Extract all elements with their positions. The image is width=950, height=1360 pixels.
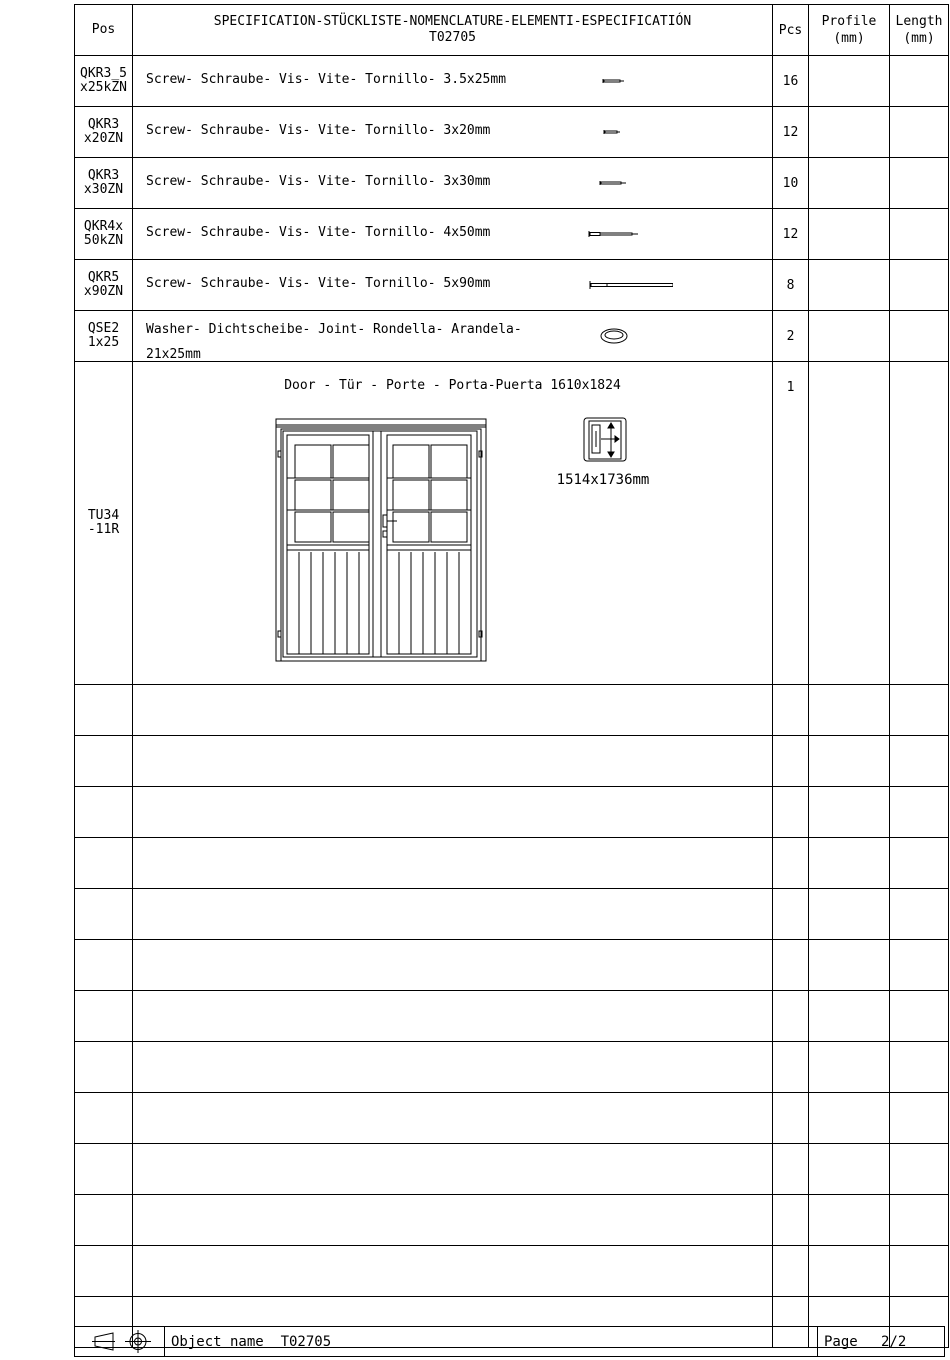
pos-code: QKR3 bbox=[87, 117, 120, 132]
length-cell bbox=[890, 209, 949, 260]
pos-header: Pos bbox=[75, 5, 133, 56]
pos-code: QKR3 bbox=[87, 168, 120, 183]
length-cell bbox=[890, 158, 949, 209]
header-row bbox=[75, 5, 949, 56]
desc-cell bbox=[133, 260, 773, 311]
pcs-cell: 2 bbox=[773, 311, 809, 362]
table-row bbox=[75, 311, 949, 362]
table-row bbox=[75, 362, 949, 685]
pcs-cell: 1 bbox=[773, 362, 809, 685]
table-row bbox=[75, 158, 949, 209]
pcs-cell: 10 bbox=[773, 158, 809, 209]
spec-title-line1: SPECIFICATION-STÜCKLISTE-NOMENCLATURE-ELEMENTI-ESPECIFICATIÓN bbox=[213, 14, 692, 29]
screw-icon bbox=[533, 260, 673, 310]
empty-row bbox=[75, 1246, 949, 1297]
empty-row bbox=[75, 736, 949, 787]
empty-row bbox=[75, 1195, 949, 1246]
pos-cell bbox=[75, 158, 133, 209]
pos-code: x30ZN bbox=[83, 182, 124, 197]
pos-code: QKR4x bbox=[83, 219, 124, 234]
door-symbol-icon bbox=[583, 417, 627, 463]
profile-cell bbox=[809, 311, 890, 362]
page-label: Page bbox=[824, 1334, 858, 1350]
pos-cell bbox=[75, 56, 133, 107]
screw-icon bbox=[563, 107, 663, 157]
pos-code: x90ZN bbox=[83, 284, 124, 299]
pos-code: 1x25 bbox=[87, 335, 120, 350]
length-cell bbox=[890, 311, 949, 362]
table-row bbox=[75, 56, 949, 107]
profile-cell bbox=[809, 56, 890, 107]
spec-title bbox=[133, 5, 773, 56]
profile-cell bbox=[809, 107, 890, 158]
pos-code: TU34 bbox=[87, 508, 120, 523]
item-description: Screw- Schraube- Vis- Vite- Tornillo- 5x90mm bbox=[146, 276, 491, 291]
empty-row bbox=[75, 838, 949, 889]
pos-code: QKR5 bbox=[87, 270, 120, 285]
table-row bbox=[75, 209, 949, 260]
item-description bbox=[146, 317, 522, 367]
spec-title-line2: T02705 bbox=[429, 30, 476, 45]
desc-cell bbox=[133, 311, 773, 362]
desc-cell bbox=[133, 107, 773, 158]
pos-cell bbox=[75, 107, 133, 158]
door-size: 1514x1736mm bbox=[556, 472, 650, 488]
desc-cell bbox=[133, 209, 773, 260]
door-title: Door - Tür - Porte - Porta-Puerta 1610x1824 bbox=[284, 378, 621, 393]
pcs-cell: 12 bbox=[773, 107, 809, 158]
empty-row bbox=[75, 685, 949, 736]
length-header bbox=[890, 5, 949, 56]
length-cell bbox=[890, 362, 949, 685]
projection-symbol bbox=[75, 1327, 165, 1356]
empty-row bbox=[75, 991, 949, 1042]
empty-row bbox=[75, 889, 949, 940]
pcs-header: Pcs bbox=[773, 5, 809, 56]
empty-row bbox=[75, 787, 949, 838]
desc-cell bbox=[133, 158, 773, 209]
empty-row bbox=[75, 940, 949, 991]
item-description-line: Washer- Dichtscheibe- Joint- Rondella- Arandela- bbox=[146, 322, 522, 337]
table-row bbox=[75, 107, 949, 158]
item-description-line: 21x25mm bbox=[146, 347, 201, 362]
empty-row bbox=[75, 1093, 949, 1144]
item-description: Screw- Schraube- Vis- Vite- Tornillo- 3.5x25mm bbox=[146, 72, 507, 87]
item-description: Screw- Schraube- Vis- Vite- Tornillo- 4x50mm bbox=[146, 225, 491, 240]
pos-cell bbox=[75, 260, 133, 311]
screw-icon bbox=[563, 158, 663, 208]
profile-header-unit: (mm) bbox=[833, 31, 865, 46]
projection-symbol-icon bbox=[75, 1327, 164, 1356]
pcs-cell: 8 bbox=[773, 260, 809, 311]
profile-cell bbox=[809, 158, 890, 209]
page-info bbox=[817, 1327, 945, 1356]
table-row bbox=[75, 260, 949, 311]
profile-cell bbox=[809, 362, 890, 685]
door-drawing-icon bbox=[275, 417, 487, 662]
length-cell bbox=[890, 107, 949, 158]
object-name-label: Object name bbox=[171, 1334, 264, 1350]
object-name-value: T02705 bbox=[280, 1334, 332, 1350]
pos-code: QKR3_5 bbox=[80, 66, 127, 81]
length-header-label: Length bbox=[895, 14, 943, 29]
pos-cell bbox=[75, 209, 133, 260]
screw-icon bbox=[563, 56, 663, 106]
washer-icon bbox=[563, 311, 663, 361]
pos-code: x25kZN bbox=[80, 80, 127, 95]
pcs-cell: 12 bbox=[773, 209, 809, 260]
length-cell bbox=[890, 260, 949, 311]
empty-row bbox=[75, 1042, 949, 1093]
pos-code: QSE2 bbox=[87, 321, 120, 336]
profile-cell bbox=[809, 260, 890, 311]
screw-icon bbox=[563, 209, 663, 259]
profile-cell bbox=[809, 209, 890, 260]
length-header-unit: (mm) bbox=[903, 31, 935, 46]
pos-code: -11R bbox=[87, 522, 120, 537]
pos-code: 50kZN bbox=[83, 233, 124, 248]
desc-cell bbox=[133, 56, 773, 107]
page-number: 2/2 bbox=[881, 1334, 907, 1350]
title-block bbox=[74, 1326, 945, 1357]
desc-cell bbox=[133, 362, 773, 685]
pos-cell bbox=[75, 362, 133, 685]
item-description: Screw- Schraube- Vis- Vite- Tornillo- 3x20mm bbox=[146, 123, 491, 138]
pos-code: x20ZN bbox=[83, 131, 124, 146]
pcs-cell: 16 bbox=[773, 56, 809, 107]
specification-table bbox=[74, 4, 949, 1348]
profile-header bbox=[809, 5, 890, 56]
length-cell bbox=[890, 56, 949, 107]
item-description: Screw- Schraube- Vis- Vite- Tornillo- 3x30mm bbox=[146, 174, 491, 189]
empty-row bbox=[75, 1144, 949, 1195]
object-name bbox=[171, 1334, 331, 1350]
pos-cell bbox=[75, 311, 133, 362]
profile-header-label: Profile bbox=[821, 14, 877, 29]
